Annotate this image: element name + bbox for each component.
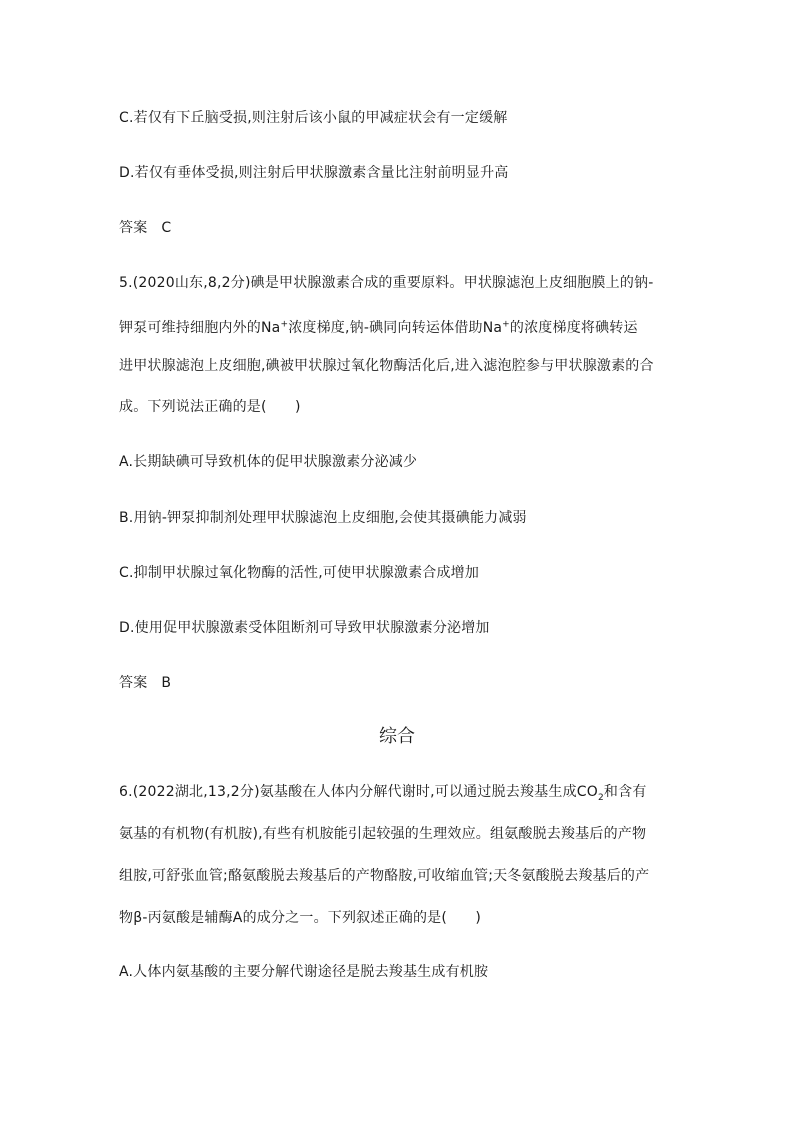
q5-option-d: D.使用促甲状腺激素受体阻断剂可导致甲状腺激素分泌增加 [119, 620, 490, 636]
q4-option-d: D.若仅有垂体受损,则注射后甲状腺激素含量比注射前明显升高 [119, 165, 509, 181]
q5-stem-text: 钾泵可维持细胞内外的Na [119, 320, 281, 336]
q6-stem-line-2: 氨基的有机物(有机胺),有些有机胺能引起较强的生理效应。组氨酸脱去羧基后的产物 [119, 826, 647, 842]
answer-label: 答案 [119, 220, 148, 236]
q6-stem-text: 和含有 [603, 784, 647, 800]
q5-stem-line-2 [119, 318, 638, 338]
q5-answer [119, 673, 171, 693]
q6-stem-line-4: 物β-丙氨酸是辅酶A的成分之一。下列叙述正确的是( ) [119, 910, 482, 926]
q5-stem-text: 浓度梯度,钠-碘同向转运体借助Na [288, 320, 503, 336]
answer-value: B [161, 675, 172, 691]
q5-option-a: A.长期缺碘可导致机体的促甲状腺激素分泌减少 [119, 454, 418, 470]
q5-option-c: C.抑制甲状腺过氧化物酶的活性,可使甲状腺激素合成增加 [119, 565, 480, 581]
superscript: + [502, 319, 510, 330]
q6-option-a: A.人体内氨基酸的主要分解代谢途径是脱去羧基生成有机胺 [119, 964, 489, 980]
answer-value: C [161, 220, 172, 236]
q5-stem-line-3: 进甲状腺滤泡上皮细胞,碘被甲状腺过氧化物酶活化后,进入滤泡腔参与甲状腺激素的合 [119, 358, 654, 374]
q6-stem-line-3: 组胺,可舒张血管;酪氨酸脱去羧基后的产物酪胺,可收缩血管;天冬氨酸脱去羧基后的产 [119, 868, 650, 884]
q5-stem-line-1: 5.(2020山东,8,2分)碘是甲状腺激素合成的重要原料。甲状腺滤泡上皮细胞膜上的钠- [119, 275, 654, 291]
superscript: + [280, 319, 289, 330]
section-heading: 综合 [379, 726, 415, 747]
subscript: 2 [597, 792, 604, 803]
q4-option-c: C.若仅有下丘脑受损,则注射后该小鼠的甲减症状会有一定缓解 [119, 110, 508, 126]
q5-option-b: B.用钠-钾泵抑制剂处理甲状腺滤泡上皮细胞,会使其摄碘能力减弱 [119, 510, 527, 526]
q4-answer [119, 218, 171, 238]
q6-stem-line-1 [119, 782, 647, 802]
q5-stem-text: 的浓度梯度将碘转运 [509, 320, 638, 336]
q5-stem-line-4: 成。下列说法正确的是( ) [119, 399, 301, 415]
q6-stem-text: 6.(2022湖北,13,2分)氨基酸在人体内分解代谢时,可以通过脱去羧基生成CO [119, 784, 598, 800]
answer-label: 答案 [119, 675, 148, 691]
